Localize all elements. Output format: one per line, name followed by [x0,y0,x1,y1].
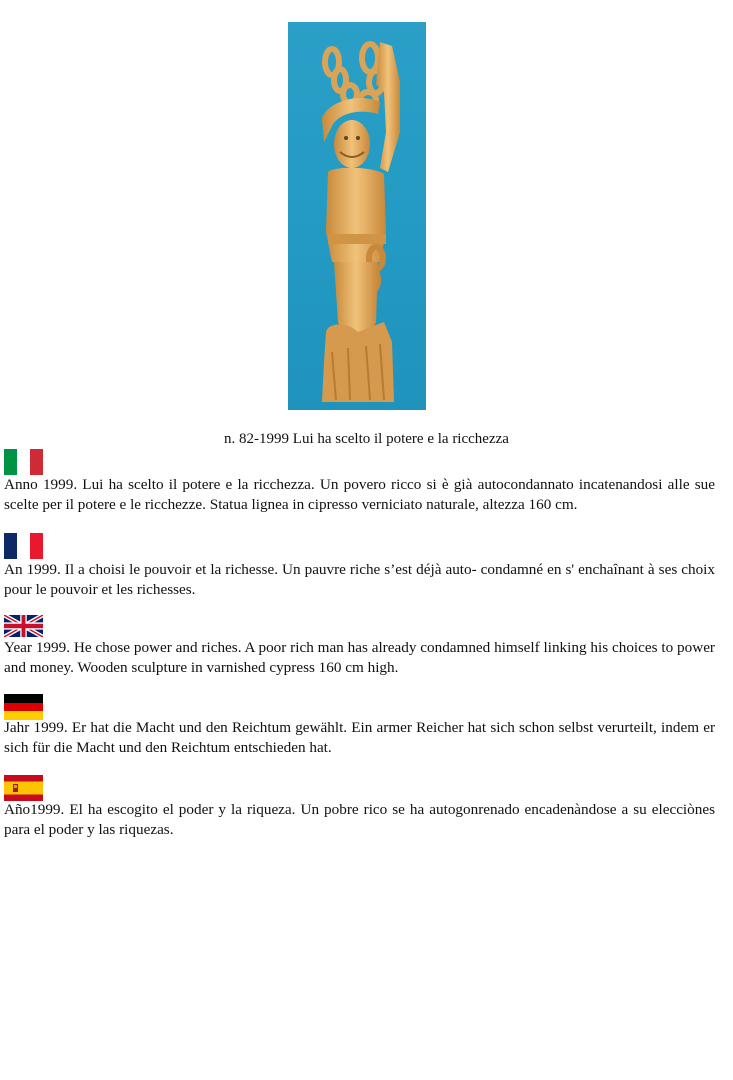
germany-flag-icon [4,694,43,720]
sculpture-drawing [288,22,426,410]
description-english: Year 1999. He chose power and riches. A poor rich man has already condamned himself linking his choices to power and money. Wooden sculpture in varnished cypress 160 cm high. [4,639,715,676]
description-spanish: Año1999. El ha escogito el poder y la riqueza. Un pobre rico se ha autogonrenado encadenàndose a su elecciònes para el poder y las riquezas. [4,801,715,838]
france-flag-icon [4,533,43,559]
description-german: Jahr 1999. Er hat die Macht und den Reichtum gewählt. Ein armer Reicher hat sich schon selbst verurteilt, indem er sich für die Macht und den Reichtum entschieden hat. [4,719,715,756]
italy-flag-icon [4,449,43,475]
spain-flag-icon [4,775,43,801]
sculpture-photo [288,22,426,410]
description-italian: Anno 1999. Lui ha scelto il potere e la ricchezza. Un povero ricco si è già autocondannato incatenandosi alle sue scelte per il potere e le ricchezze. Statua lignea in cipresso verniciato naturale, altezza 160 cm. [4,476,715,513]
artwork-caption: n. 82-1999 Lui ha scelto il potere e la ricchezza [224,431,509,447]
description-french: An 1999. Il a choisi le pouvoir et la richesse. Un pauvre riche s’est déjà auto- condamné en s' enchaînant à ses choix pour le pouvoir et les richesses. [4,561,715,598]
